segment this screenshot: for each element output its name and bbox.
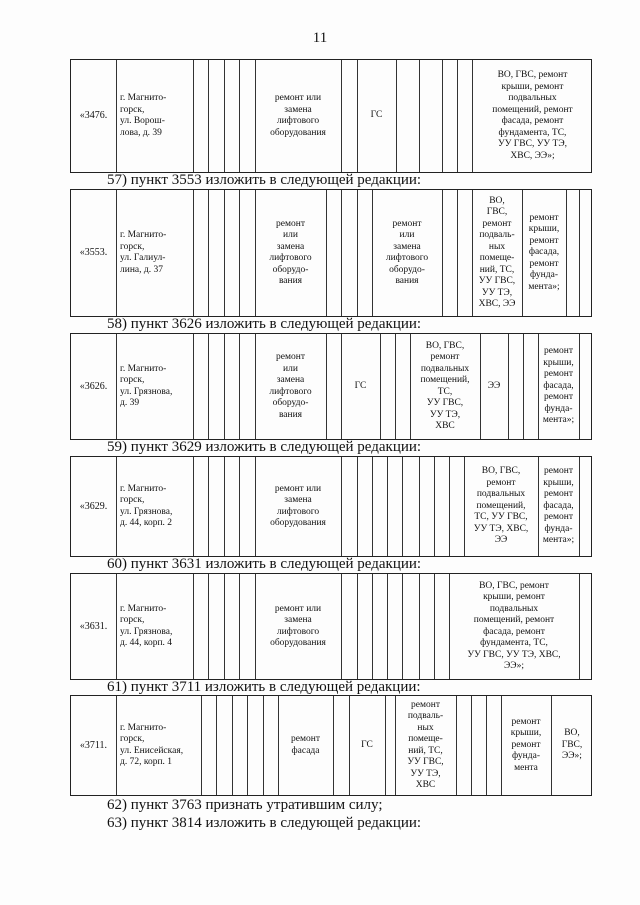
table-3631 — [70, 573, 592, 680]
footer-line-62: 62) пункт 3763 признать утратившим силу; — [107, 797, 383, 813]
address-cell: г. Магнито- горск, ул. Грязнова, д. 44, корп. 4 — [120, 603, 173, 648]
table-3711 — [70, 695, 592, 796]
row-number: «3631. — [79, 620, 108, 632]
address-cell: г. Магнито- горск, ул. Галиул- лина, д. 37 — [120, 230, 167, 275]
repair-list-cell: ВО, ГВС, ремонт подвальных помещений, ТС, УУ ГВС, УУ ТЭ, ХВС, ЭЭ — [473, 466, 529, 546]
repair-list-cell: ВО, ГВС, ремонт подваль- ных помеще- ний, ТС, УУ ГВС, УУ ТЭ, ХВС, ЭЭ — [478, 195, 516, 309]
works-cell: ремонт или замена лифтового оборудования — [270, 93, 326, 138]
address-cell: г. Магнито- горск, ул. Енисейская, д. 72, корп. 1 — [120, 722, 184, 767]
row-number: «3711. — [79, 739, 108, 751]
repair-list-cell-2: ремонт крыши, ремонт фасада, ремонт фунда- мента»; — [542, 466, 575, 546]
works-cell: ремонт или замена лифтового оборудования — [270, 603, 326, 648]
repair-list-cell-3: ВО, ГВС, ЭЭ»; — [561, 728, 583, 762]
repair-list-cell: ВО, ГВС, ремонт крыши, ремонт подвальных помещений, ремонт фасада, ремонт фундамента, ТС, УУ ГВС, УУ ТЭ, ХВС, ЭЭ»; — [467, 580, 561, 671]
section-heading-57: 57) пункт 3553 изложить в следующей редакции: — [107, 172, 422, 188]
works-cell: ремонт или замена лифтового оборудо- вания — [269, 218, 312, 286]
address-cell: г. Магнито- горск, ул. Ворош- лова, д. 39 — [120, 93, 167, 138]
footer-line-63: 63) пункт 3814 изложить в следующей редакции: — [107, 815, 422, 831]
section-heading-60: 60) пункт 3631 изложить в следующей редакции: — [107, 556, 422, 572]
row-number: «3553. — [79, 247, 108, 259]
row-number: «3629. — [79, 500, 108, 512]
row-number: «3476. — [79, 110, 108, 122]
ee-cell: ЭЭ — [487, 380, 501, 391]
repair-list-cell-2: ремонт крыши, ремонт фасада, ремонт фунда- мента»; — [528, 212, 560, 292]
repair-list-cell: ВО, ГВС, ремонт крыши, ремонт подвальных помещений, ремонт фасада, ремонт фундамента, ТС, УУ ГВС, УУ ТЭ, ХВС, ЭЭ»; — [492, 70, 573, 161]
table-3553 — [70, 189, 592, 317]
section-heading-59: 59) пункт 3629 изложить в следующей редакции: — [107, 439, 422, 455]
repair-list-cell: ремонт подваль- ных помеще- ний, ТС, УУ ГВС, УУ ТЭ, ХВС — [407, 699, 444, 790]
gs-cell: ГС — [370, 110, 383, 121]
table-3629 — [70, 456, 592, 557]
works-cell-2: ремонт или замена лифтового оборудо- вания — [385, 218, 429, 286]
gs-cell: ГС — [361, 739, 373, 750]
works-cell: ремонт фасада — [291, 734, 320, 756]
repair-list-cell-2: ремонт крыши, ремонт фасада, ремонт фунда- мента»; — [542, 346, 575, 426]
page-number: 11 — [312, 30, 328, 46]
works-cell: ремонт или замена лифтового оборудо- вания — [269, 352, 312, 420]
works-cell: ремонт или замена лифтового оборудования — [270, 483, 326, 528]
repair-list-cell: ВО, ГВС, ремонт подвальных помещений, ТС, УУ ГВС, УУ ТЭ, ХВС — [420, 340, 470, 431]
table-3626 — [70, 333, 592, 440]
section-heading-58: 58) пункт 3626 изложить в следующей редакции: — [107, 316, 422, 332]
address-cell: г. Магнито- горск, ул. Грязнова, д. 44, корп. 2 — [120, 483, 173, 528]
section-heading-61: 61) пункт 3711 изложить в следующей редакции: — [107, 679, 421, 695]
address-cell: г. Магнито- горск, ул. Грязнова, д. 39 — [120, 363, 173, 408]
gs-cell: ГС — [354, 380, 367, 391]
repair-list-cell-2: ремонт крыши, ремонт фунда- мента — [510, 716, 542, 773]
row-number: «3626. — [79, 380, 108, 392]
table-3476 — [70, 59, 592, 173]
